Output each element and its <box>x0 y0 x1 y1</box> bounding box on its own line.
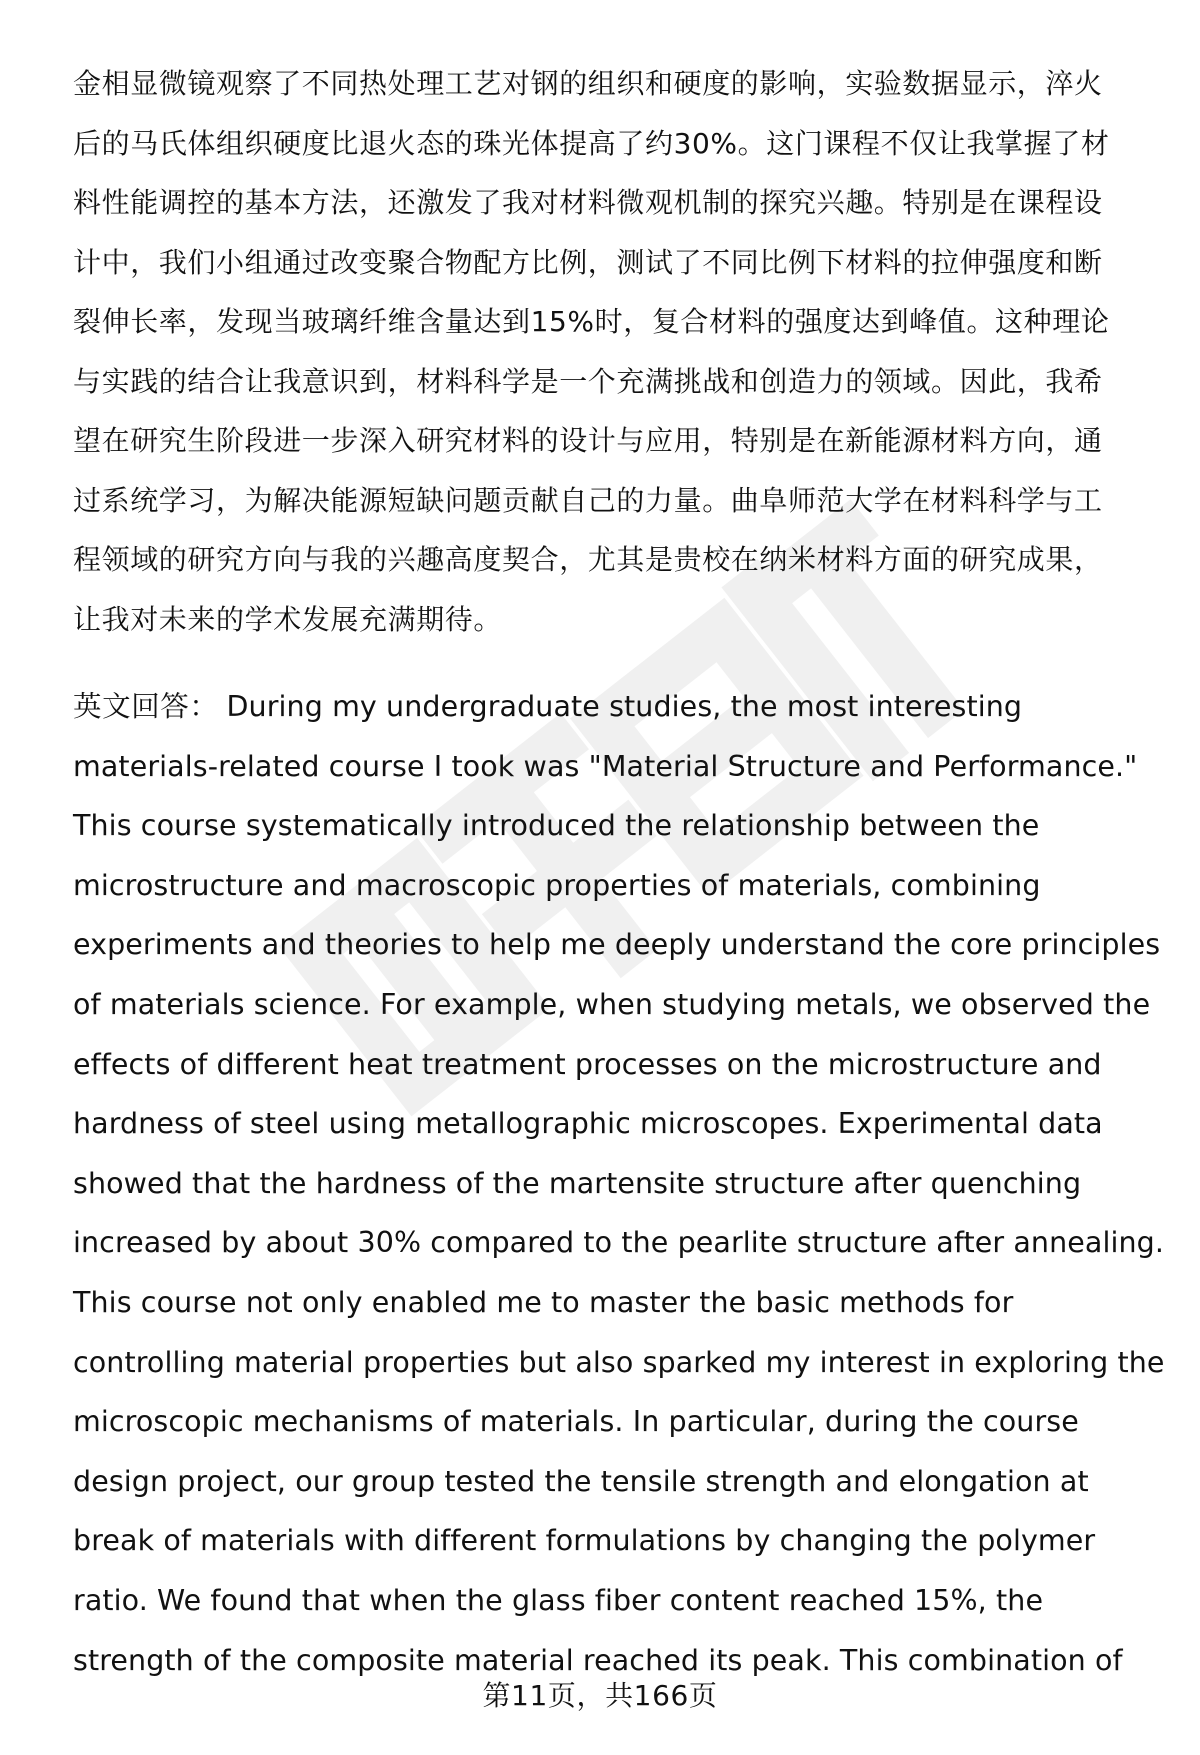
english-line: hardness of steel using metallographic microscopes. Experimental data <box>73 1107 1103 1141</box>
english-answer <box>73 677 1165 1690</box>
english-line: This course not only enabled me to master the basic methods for <box>73 1285 1014 1319</box>
chinese-paragraph <box>73 54 1143 649</box>
chinese-line: 让我对未来的学术发展充满期待。 <box>73 602 503 636</box>
english-line: showed that the hardness of the martensite structure after quenching <box>73 1166 1082 1200</box>
chinese-line: 料性能调控的基本方法，还激发了我对材料微观机制的探究兴趣。特别是在课程设 <box>73 186 1103 219</box>
chinese-line: 望在研究生阶段进一步深入研究材料的设计与应用，特别是在新能源材料方向，通 <box>73 424 1103 457</box>
chinese-line: 裂伸长率，发现当玻璃纤维含量达到15%时，复合材料的强度达到峰值。这种理论 <box>73 305 1110 338</box>
english-line: controlling material properties but also sparked my interest in exploring the <box>73 1345 1165 1379</box>
english-line: break of materials with different formulations by changing the polymer <box>73 1524 1096 1558</box>
english-line: effects of different heat treatment processes on the microstructure and <box>73 1047 1102 1081</box>
english-first-line <box>73 677 1153 737</box>
english-line: materials-related course I took was "Material Structure and Performance." <box>73 749 1138 783</box>
english-line: This course systematically introduced the relationship between the <box>73 809 1040 843</box>
english-line: ratio. We found that when the glass fiber content reached 15%, the <box>73 1583 1044 1617</box>
english-line: During my undergraduate studies, the most interesting <box>226 690 1023 723</box>
chinese-line: 计中，我们小组通过改变聚合物配方比例，测试了不同比例下材料的拉伸强度和断 <box>73 245 1103 279</box>
chinese-line: 与实践的结合让我意识到，材料科学是一个充满挑战和创造力的领域。因此，我希 <box>73 364 1103 398</box>
english-line: of materials science. For example, when studying metals, we observed the <box>73 987 1151 1021</box>
english-line: microstructure and macroscopic properties of materials, combining <box>73 868 1041 902</box>
english-line: strength of the composite material reached its peak. This combination of <box>73 1643 1123 1677</box>
page-number-footer: 第11页，共166页 <box>482 1679 718 1712</box>
english-answer-label: 英文回答： <box>73 690 219 723</box>
chinese-line: 过系统学习，为解决能源短缺问题贡献自己的力量。曲阜师范大学在材料科学与工 <box>73 483 1103 517</box>
english-line: increased by about 30% compared to the pearlite structure after annealing. <box>73 1226 1165 1260</box>
chinese-line: 程领域的研究方向与我的兴趣高度契合，尤其是贵校在纳米材料方面的研究成果， <box>73 543 1103 576</box>
english-line: microscopic mechanisms of materials. In particular, during the course <box>73 1405 1079 1439</box>
english-line: experiments and theories to help me deeply understand the core principles <box>73 928 1161 962</box>
chinese-line: 金相显微镜观察了不同热处理工艺对钢的组织和硬度的影响，实验数据显示，淬火 <box>73 67 1103 100</box>
chinese-line: 后的马氏体组织硬度比退火态的珠光体提高了约30%。这门课程不仅让我掌握了材 <box>73 126 1110 160</box>
english-line: design project, our group tested the tensile strength and elongation at <box>73 1464 1089 1498</box>
